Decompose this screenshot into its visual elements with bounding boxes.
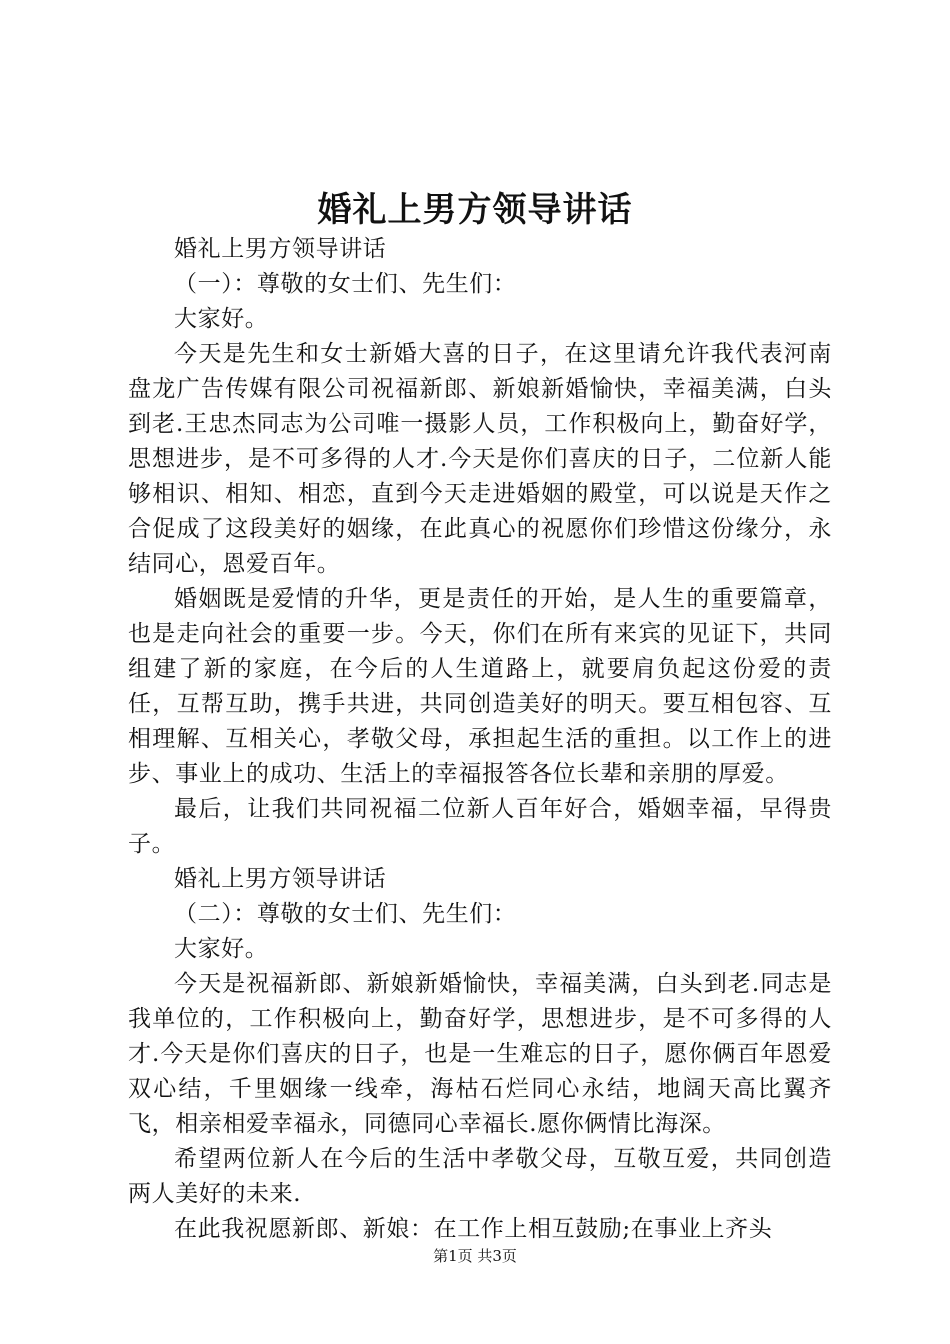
paragraph: 婚礼上男方领导讲话 — [174, 866, 387, 892]
paragraph: 在此我祝愿新郎、新娘：在工作上相互鼓励;在事业上齐头 — [174, 1216, 773, 1242]
paragraph: 婚礼上男方领导讲话 — [174, 236, 387, 262]
document-body — [128, 232, 832, 1247]
paragraph: 婚姻既是爱情的升华，更是责任的开始，是人生的重要篇章，也是走向社会的重要一步。今天，你们在所有来宾的见证下，共同组建了新的家庭，在今后的人生道路上，就要肩负起这份爱的责任，互帮互助，携手共进，共同创造美好的明天。要互相包容、互相理解、互相关心，孝敬父母，承担起生活的重担。以工作上的进步、事业上的成功、生活上的幸福报答各位长辈和亲朋的厚爱。 — [128, 586, 832, 787]
paragraph: 希望两位新人在今后的生活中孝敬父母，互敬互爱，共同创造两人美好的未来. — [128, 1146, 832, 1207]
paragraph: 最后，让我们共同祝福二位新人百年好合，婚姻幸福，早得贵子。 — [128, 796, 832, 857]
page-footer: 第1页 共3页 — [433, 1247, 517, 1265]
paragraph: （二）：尊敬的女士们、先生们： — [174, 901, 517, 927]
paragraph: （一）：尊敬的女士们、先生们： — [174, 271, 517, 297]
paragraph: 大家好。 — [174, 936, 269, 962]
paragraph: 今天是先生和女士新婚大喜的日子，在这里请允许我代表河南盘龙广告传媒有限公司祝福新郎、新娘新婚愉快，幸福美满，白头到老.王忠杰同志为公司唯一摄影人员，工作积极向上，勤奋好学，思想进步，是不可多得的人才.今天是你们喜庆的日子，二位新人能够相识、相知、相恋，直到今天走进婚姻的殿堂，可以说是天作之合促成了这段美好的姻缘，在此真心的祝愿你们珍惜这份缘分，永结同心，恩爱百年。 — [128, 341, 832, 577]
paragraph: 大家好。 — [174, 306, 269, 332]
document-title: 婚礼上男方领导讲话 — [317, 190, 633, 230]
paragraph: 今天是祝福新郎、新娘新婚愉快，幸福美满，白头到老.同志是我单位的，工作积极向上，勤奋好学，思想进步，是不可多得的人才.今天是你们喜庆的日子，也是一生难忘的日子，愿你俩百年恩爱双心结，千里姻缘一线牵，海枯石烂同心永结，地阔天高比翼齐飞，相亲相爱幸福永，同德同心幸福长.愿你俩情比海深。 — [128, 971, 832, 1137]
